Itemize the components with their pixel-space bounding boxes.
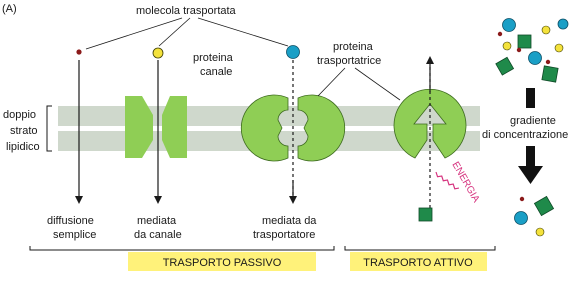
membrane-label <box>3 106 52 153</box>
gradient-label-line-1: gradiente <box>510 115 556 127</box>
small-molecule-icon <box>76 49 81 54</box>
membrane-label-line-1: doppio <box>3 109 37 121</box>
gradient-green-molecule-2 <box>496 57 514 75</box>
gradient-yellow-molecule-4 <box>536 228 544 236</box>
yellow-molecule-icon <box>153 48 163 58</box>
leader-line-carrier-active <box>355 68 400 100</box>
gradient-blue-molecule-3 <box>529 52 542 65</box>
membrane-label-line-2: strato <box>10 125 38 137</box>
mechanism-3-label-line-1: mediata da <box>262 215 317 227</box>
gradient-label-line-2: di concentrazione <box>482 129 569 141</box>
carrier-protein-left <box>241 95 288 161</box>
gradient-yellow-molecule-1 <box>542 26 550 34</box>
channel-protein-label-line-2: canale <box>200 66 233 78</box>
active-transport-label: TRASPORTO ATTIVO <box>363 257 473 269</box>
gradient-small-molecule-1 <box>517 48 521 52</box>
molecule-label: molecola trasportata <box>136 5 236 17</box>
gradient-green-molecule-4 <box>534 196 553 215</box>
gradient-green-molecule-1 <box>518 35 531 48</box>
blue-molecule-icon <box>287 46 300 59</box>
molecule-leader-lines <box>86 18 288 49</box>
leader-line-carrier-passive <box>318 68 345 96</box>
membrane-label-line-3: lipidico <box>6 141 40 153</box>
gradient-blue-molecule-4 <box>515 212 528 225</box>
gradient-small-molecule-4 <box>520 197 524 201</box>
leader-line-yellow <box>159 18 190 46</box>
active-bracket <box>345 246 495 250</box>
gradient-arrowhead <box>518 166 543 184</box>
passive-bracket <box>30 246 334 250</box>
gradient-blue-molecule-2 <box>558 19 568 29</box>
carrier-protein-label-line-1: proteina <box>333 41 373 53</box>
carrier-protein-label-line-2: trasportatrice <box>317 55 382 67</box>
mechanism-1-label-line-1: diffusione <box>47 215 94 227</box>
carrier-leader-lines <box>318 68 400 100</box>
gradient-small-molecule-2 <box>498 32 502 36</box>
energy-label: ENERGIA <box>449 160 482 205</box>
mechanism-2-label-line-1: mediata <box>137 215 177 227</box>
gradient-arrow-shaft-top <box>526 88 535 108</box>
carrier-mediated <box>241 46 344 201</box>
figure-label: (A) <box>2 3 17 15</box>
concentration-gradient <box>482 19 568 237</box>
gradient-green-molecule-3 <box>542 66 558 82</box>
mechanism-3-label-line-2: trasportatore <box>253 229 316 241</box>
gradient-arrow-shaft-bottom <box>526 146 535 168</box>
passive-transport-label: TRASPORTO PASSIVO <box>162 257 282 269</box>
gradient-yellow-molecule-3 <box>555 44 563 52</box>
gradient-yellow-molecule-2 <box>503 42 511 50</box>
channel-protein-label-line-1: proteina <box>193 52 233 64</box>
leader-line-small <box>86 18 182 49</box>
green-molecule-icon <box>419 208 432 221</box>
gradient-small-molecule-3 <box>546 60 550 64</box>
mechanism-2-label-line-2: da canale <box>134 229 182 241</box>
mechanism-1-label-line-2: semplice <box>53 229 97 241</box>
carrier-protein-right <box>298 95 345 161</box>
membrane-bracket <box>47 106 52 151</box>
leader-line-blue <box>198 18 288 46</box>
gradient-blue-molecule-1 <box>503 19 516 32</box>
